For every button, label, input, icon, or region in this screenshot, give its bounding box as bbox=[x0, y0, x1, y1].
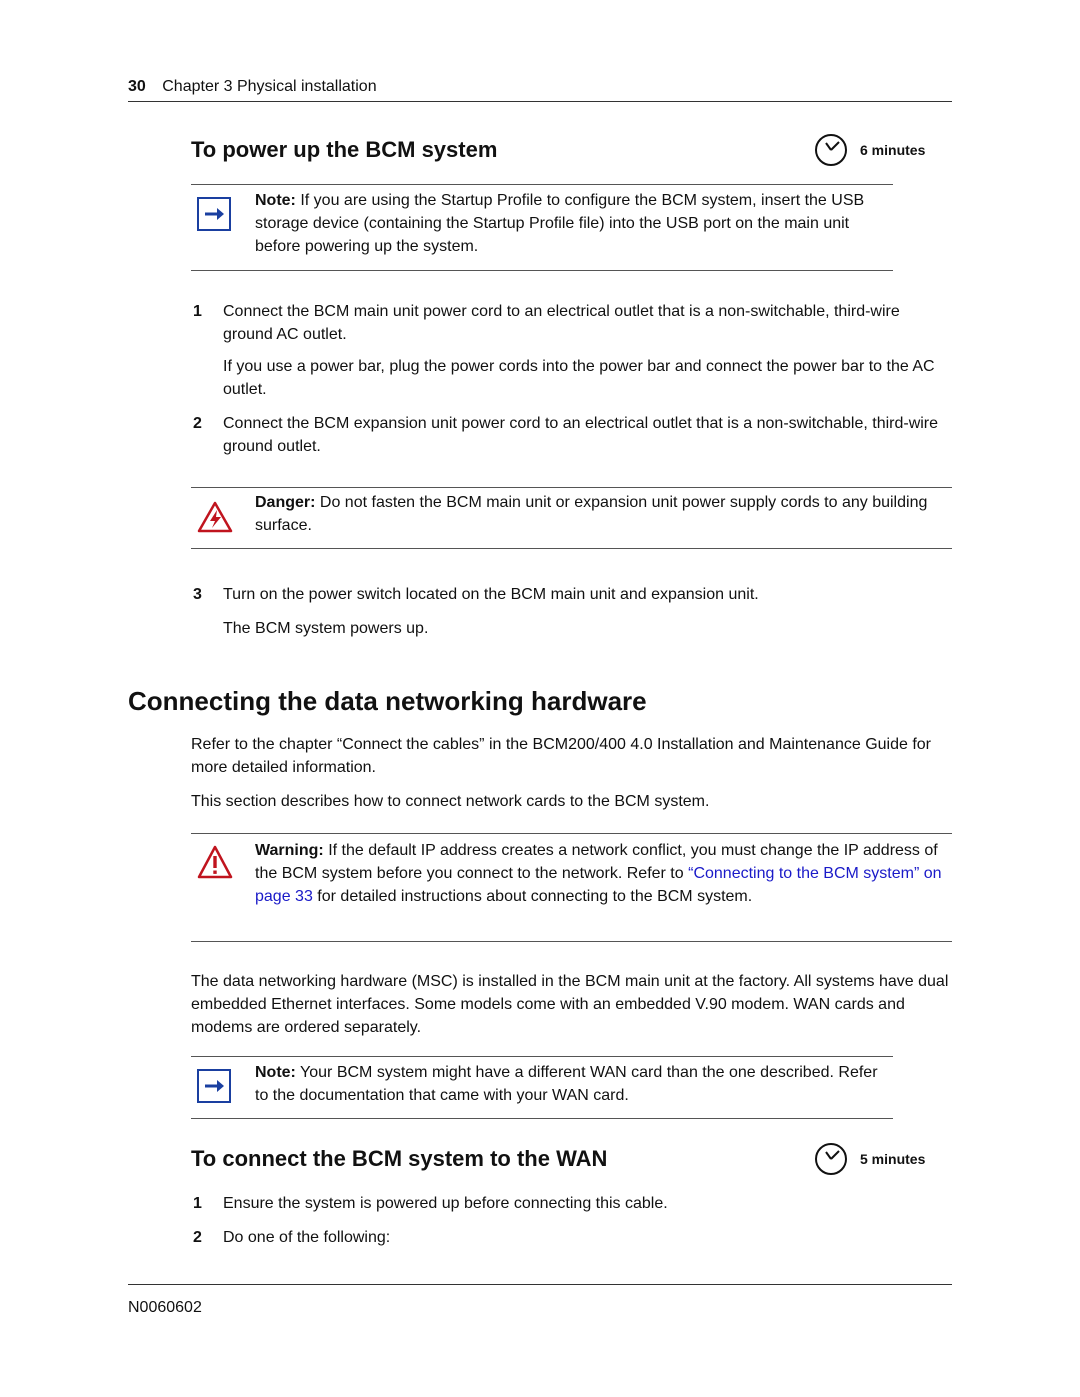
page-number: 30 bbox=[128, 78, 146, 95]
danger-icon bbox=[197, 501, 233, 538]
note-text: Note: If you are using the Startup Profile to configure the BCM system, insert the USB storage device (containing the Startup Profile file) into the USB port on the main unit before powering up the system. bbox=[255, 192, 865, 255]
danger-rule-top bbox=[191, 487, 952, 488]
header-rule bbox=[128, 101, 952, 102]
warning-icon bbox=[197, 845, 233, 884]
danger-rule-bottom bbox=[191, 548, 952, 549]
paragraph: This section describes how to connect network cards to the BCM system. bbox=[191, 793, 710, 810]
time-estimate-power bbox=[814, 133, 925, 167]
step-number: 2 bbox=[193, 415, 202, 432]
step-number: 1 bbox=[193, 303, 202, 320]
note-rule-top bbox=[191, 184, 893, 185]
time-estimate-wan bbox=[814, 1142, 925, 1176]
step-number: 2 bbox=[193, 1229, 202, 1246]
section-heading-power: To power up the BCM system bbox=[191, 137, 498, 162]
step-detail: If you use a power bar, plug the power cords into the power bar and connect the power bar to the AC outlet. bbox=[223, 358, 935, 398]
warning-text: Warning: If the default IP address creates a network conflict, you must change the IP address of the BCM system before you connect to the network. Refer to “Connecting to the BCM system” on page 33 for detailed instructions about connecting to the BCM system. bbox=[255, 842, 942, 905]
note-icon bbox=[197, 1069, 231, 1108]
clock-icon bbox=[814, 133, 848, 167]
note-rule-bottom bbox=[191, 1118, 893, 1119]
note-rule-top bbox=[191, 1056, 893, 1057]
clock-icon bbox=[814, 1142, 848, 1176]
step-text: Ensure the system is powered up before connecting this cable. bbox=[223, 1195, 668, 1212]
footer-rule bbox=[128, 1284, 952, 1285]
step-text: Connect the BCM main unit power cord to an electrical outlet that is a non-switchable, third-wire ground AC outlet. bbox=[223, 303, 900, 343]
note-icon bbox=[197, 197, 231, 236]
time-label: 6 minutes bbox=[860, 142, 926, 158]
cross-reference-link[interactable]: “Connecting to the BCM system” on page 33 bbox=[255, 865, 942, 905]
warning-rule-bottom bbox=[191, 941, 952, 942]
note-rule-bottom bbox=[191, 270, 893, 271]
step-number: 3 bbox=[193, 586, 202, 603]
paragraph: Refer to the chapter “Connect the cables” in the BCM200/400 4.0 Installation and Maintenance Guide for more detailed information. bbox=[191, 736, 931, 776]
step-text: Do one of the following: bbox=[223, 1229, 391, 1246]
step-text: Connect the BCM expansion unit power cord to an electrical outlet that is a non-switchable, third-wire ground outlet. bbox=[223, 415, 939, 455]
section-heading-wan: To connect the BCM system to the WAN bbox=[191, 1146, 608, 1171]
running-head bbox=[128, 78, 377, 96]
chapter-title: Chapter 3 Physical installation bbox=[162, 78, 377, 95]
paragraph: The data networking hardware (MSC) is installed in the BCM main unit at the factory. All systems have dual embedded Ethernet interfaces. Some models come with an embedded V.90 modem. WAN cards and modems are ordered separately. bbox=[191, 973, 949, 1036]
step-result: The BCM system powers up. bbox=[223, 620, 429, 637]
step-text: Turn on the power switch located on the BCM main unit and expansion unit. bbox=[223, 586, 759, 603]
document-number: N0060602 bbox=[128, 1299, 202, 1316]
danger-text: Danger: Do not fasten the BCM main unit or expansion unit power supply cords to any building surface. bbox=[255, 494, 928, 534]
section-heading-data: Connecting the data networking hardware bbox=[128, 686, 647, 716]
time-label: 5 minutes bbox=[860, 1151, 926, 1167]
warning-rule-top bbox=[191, 833, 952, 834]
step-number: 1 bbox=[193, 1195, 202, 1212]
note-text: Note: Your BCM system might have a different WAN card than the one described. Refer to the documentation that came with your WAN card. bbox=[255, 1064, 878, 1104]
